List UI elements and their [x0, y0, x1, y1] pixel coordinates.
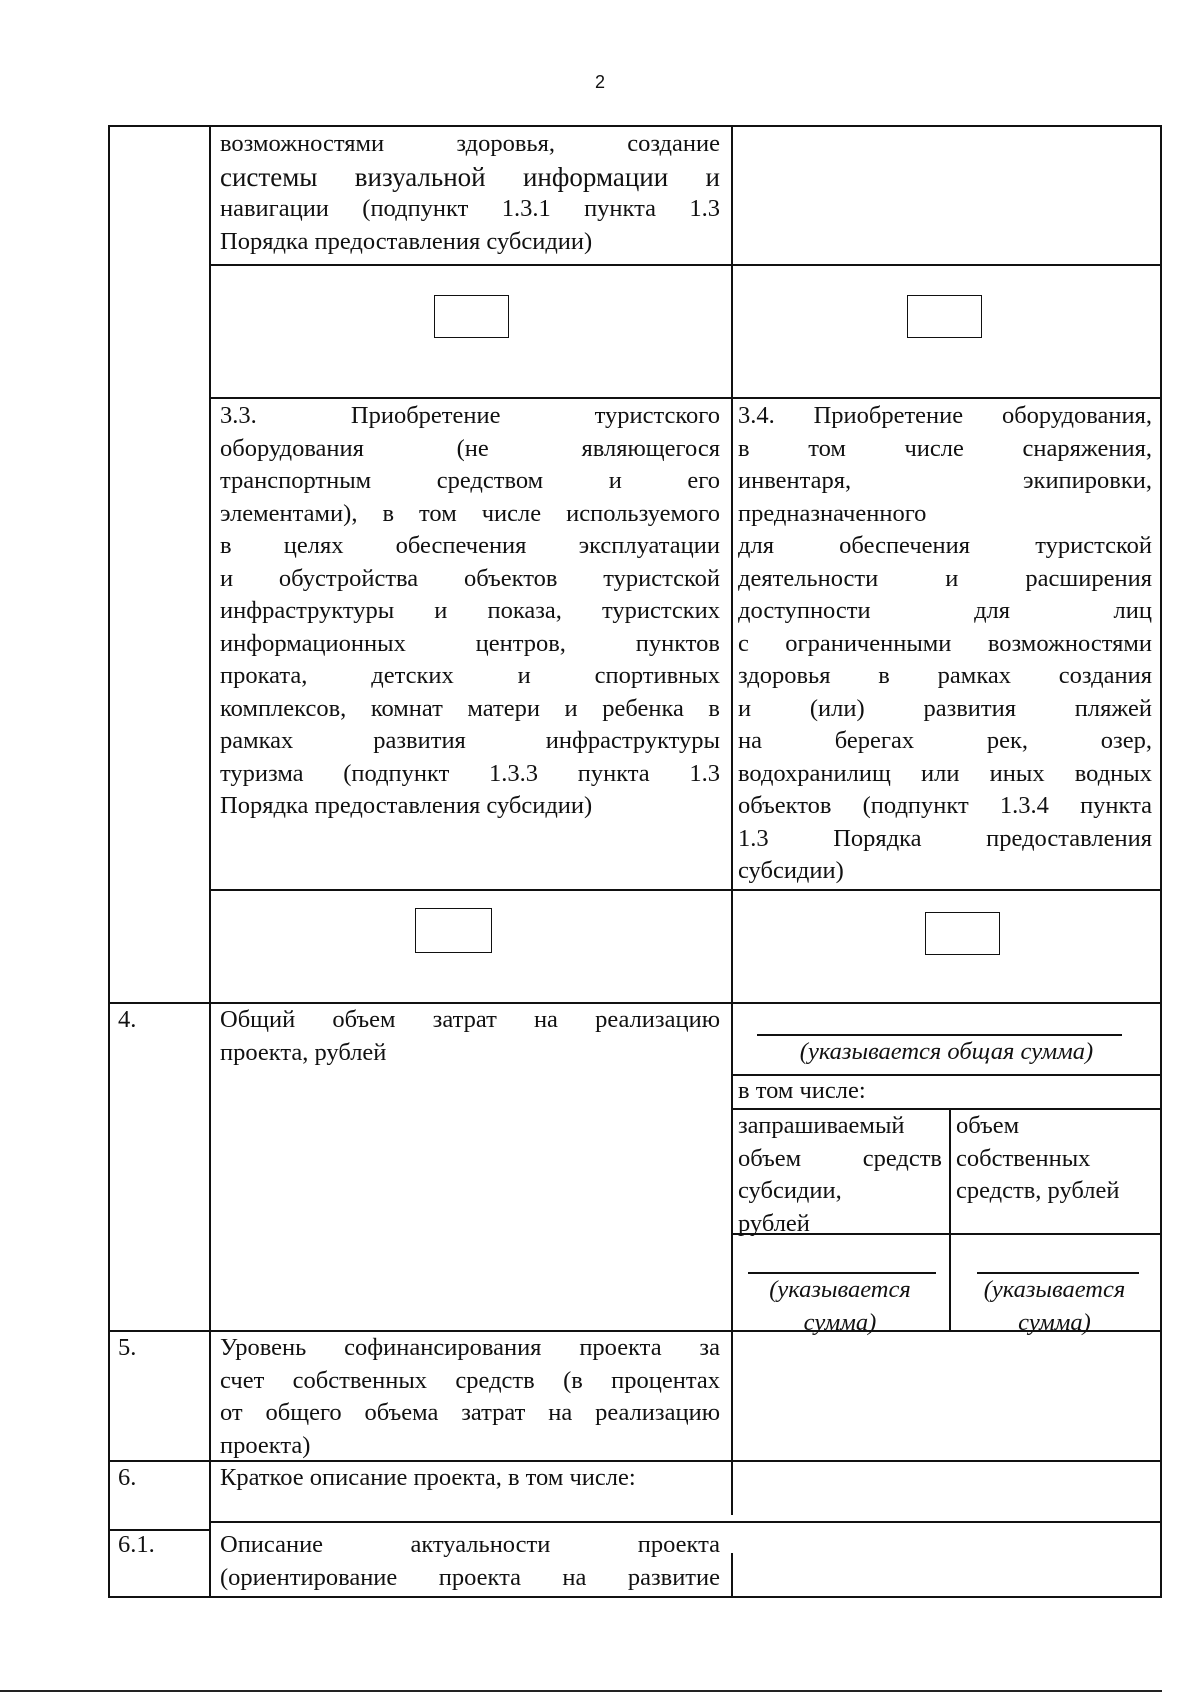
total-sum-hint: (указывается общая сумма)	[799, 1038, 1094, 1065]
own-funds-sum-hint: (указывается сумма)	[983, 1276, 1126, 1336]
cell-3-4-text: 3.4. Приобретение оборудования, в том числе снаряжения, инвентаря, экипировки, предназначенного для обеспечения туристской деятельности и расширения доступности для лиц с ограниченными возможностями здоровья в рамках создания и (или) развития пляжей на берегах рек, озер, водохранилищ или иных водных объектов (подпункт 1.3.4 пункта 1.3 Порядка предоставления субсидии)	[738, 402, 1152, 884]
row-6-1-number: 6.1.	[118, 1531, 155, 1558]
scan-bottom-edge	[0, 1690, 1162, 1692]
checkbox-3-4[interactable]	[925, 912, 1000, 955]
requested-subsidy-label: запрашиваемый объем средств субсидии, рублей	[738, 1112, 942, 1237]
row-5-number: 5.	[118, 1334, 137, 1361]
own-funds-label: объем собственных средств, рублей	[956, 1112, 1120, 1204]
row-4-label: Общий объем затрат на реализацию проекта, рублей	[220, 1006, 720, 1066]
cell-3-2-text: возможностями здоровья, создание системы визуальной информации и навигации (подпункт 1.3.1 пункта 1.3 Порядка предоставления субсидии)	[220, 130, 720, 255]
row-6-number: 6.	[118, 1464, 137, 1491]
page-number: 2	[594, 72, 605, 92]
cell-3-3-text: 3.3. Приобретение туристского оборудования (не являющегося транспортным средством и его элементами), в том числе используемого в целях обеспечения эксплуатации и обустройства объектов туристской инфраструктуры и показа, туристских информационных центров, пунктов проката, детских и спортивных комплексов, комнат матери и ребенка в рамках развития инфраструктуры туризма (подпункт 1.3.3 пункта 1.3 Порядка предоставления субсидии)	[220, 402, 720, 819]
row-6-label: Краткое описание проекта, в том числе:	[220, 1464, 636, 1491]
subsidy-sum-hint: (указывается сумма)	[769, 1276, 911, 1336]
checkbox-3-2[interactable]	[907, 295, 982, 338]
row-6-1-label: Описание актуальности проекта (ориентирование проекта на развитие	[220, 1531, 720, 1591]
checkbox-3-3[interactable]	[415, 908, 492, 953]
row-4-number: 4.	[118, 1006, 137, 1033]
including-label: в том числе:	[738, 1077, 866, 1104]
row-5-label: Уровень софинансирования проекта за счет собственных средств (в процентах от общего объема затрат на реализацию проекта)	[220, 1334, 720, 1459]
checkbox-3-1[interactable]	[434, 295, 509, 338]
